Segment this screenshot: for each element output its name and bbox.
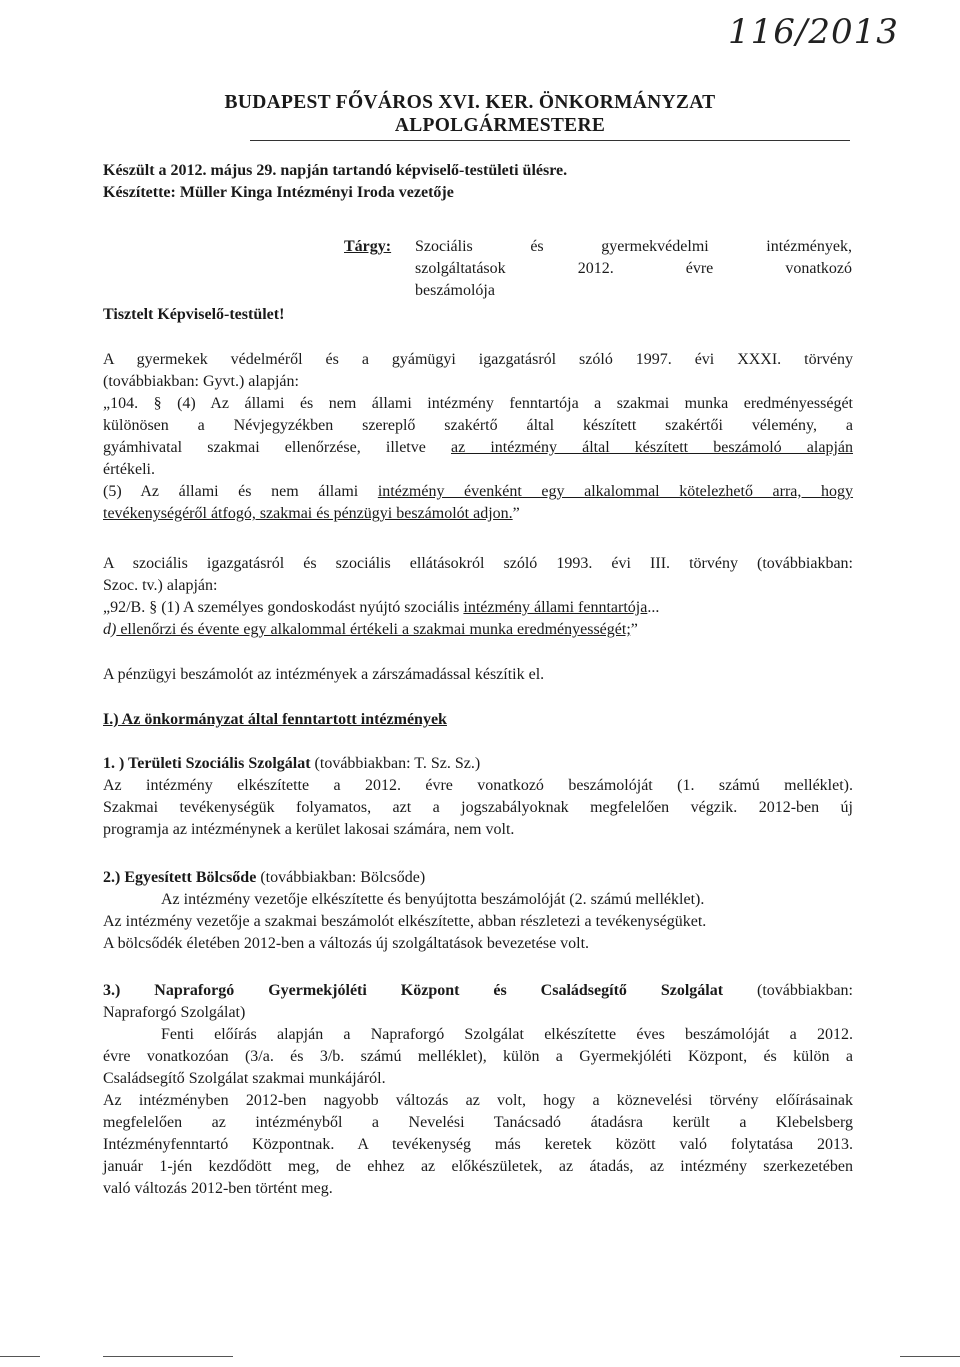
author-line: Készítette: Müller Kinga Intézményi Iroda vezetője	[103, 184, 454, 201]
header-rule	[250, 140, 850, 141]
section-3-line-3: évre vonatkozóan (3/a. és 3/b. számú melléklet), külön a Gyermekjóléti Központ, és külön a	[103, 1048, 853, 1065]
subject-line-1: Szociális és gyermekvédelmi intézmények,	[415, 238, 852, 255]
law2-line-1: A szociális igazgatásról és szociális ellátásokról szóló 1993. évi III. törvény (továbbiakban:	[103, 555, 853, 572]
law1-quote-1: „104. § (4) Az állami és nem állami intézmény fenntartója a szakmai munka eredményességét	[103, 395, 853, 412]
law1-line-2: (továbbiakban: Gyvt.) alapján:	[103, 373, 299, 390]
subject-line-3: beszámolója	[415, 282, 495, 299]
section-1-line-2: Szakmai tevékenységük folyamatos, azt a jogszabályoknak megfelelően végzik. 2012-ben új	[103, 799, 853, 816]
handwritten-file-number: 116/2013	[728, 12, 899, 52]
section-2-line-2: Az intézmény vezetője a szakmai beszámolót elkészítette, abban részletezi a tevékenységüket.	[103, 913, 707, 930]
header-line-1: BUDAPEST FŐVÁROS XVI. KER. ÖNKORMÁNYZAT	[224, 92, 716, 113]
section-3-line-7: Intézményfenntartó Központnak. A tevékenység más keretek között való folytatása 2013.	[103, 1136, 853, 1153]
financial-note: A pénzügyi beszámolót az intézmények a zárszámadással készítik el.	[103, 666, 545, 683]
scan-edge-mark-left	[0, 1356, 40, 1357]
section-3-line-5: Az intézményben 2012-ben nagyobb változás az volt, hogy a köznevelési törvény előírásainak	[103, 1092, 853, 1109]
law1-quote-4: értékeli.	[103, 461, 155, 478]
scan-edge-mark-right	[900, 1356, 960, 1357]
salutation: Tisztelt Képviselő-testület!	[103, 306, 285, 323]
section-3-line-2: Fenti előírás alapján a Napraforgó Szolgálat elkészítette éves beszámolóját a 2012.	[161, 1026, 853, 1043]
section-3-line-4: Családsegítő Szolgálat szakmai munkájáról.	[103, 1070, 386, 1087]
section-1-line-1: Az intézmény elkészítette a 2012. évre vonatkozó beszámolóját (1. számú melléklet).	[103, 777, 853, 794]
section-2-title: 2.) Egyesített Bölcsőde (továbbiakban: Bölcsőde)	[103, 869, 426, 886]
law1-quote-6: tevékenységéről átfogó, szakmai és pénzügyi beszámolót adjon.”	[103, 505, 520, 522]
section-2-line-1: Az intézmény vezetője elkészítette és benyújtotta beszámolóját (2. számú melléklet).	[161, 891, 705, 908]
law2-quote-2: d) ellenőrzi és évente egy alkalommal értékeli a szakmai munka eredményességét;”	[103, 621, 638, 638]
law1-quote-3: gyámhivatal szakmai ellenőrzése, illetve az intézmény által készített beszámoló alapján	[103, 439, 853, 456]
law2-quote-1: „92/B. § (1) A személyes gondoskodást nyújtó szociális intézmény állami fenntartója...	[103, 599, 660, 616]
header-line-2: ALPOLGÁRMESTERE	[394, 115, 606, 136]
law1-quote-2: különösen a Névjegyzékben szereplő szakértő által készített szakértői vélemény, a	[103, 417, 853, 434]
section-3-line-1: Napraforgó Szolgálat)	[103, 1004, 246, 1021]
section-title: I.) Az önkormányzat által fenntartott intézmények	[103, 711, 447, 728]
subject-line-2: szolgáltatások 2012. évre vonatkozó	[415, 260, 852, 277]
law2-line-2: Szoc. tv.) alapján:	[103, 577, 218, 594]
section-3-line-8: január 1-jén kezdődött meg, de ehhez az előkészületek, az átadás, az intézmény szerkezetében	[103, 1158, 853, 1175]
section-3-line-6: megfelelően az intézményből a Nevelési Tanácsadó átadásra került a Klebelsberg	[103, 1114, 853, 1131]
scan-edge-mark-middle	[103, 1356, 233, 1357]
law1-line-1: A gyermekek védelméről és a gyámügyi igazgatásról szóló 1997. évi XXXI. törvény	[103, 351, 853, 368]
section-2-line-3: A bölcsődék életében 2012-ben a változás új szolgáltatások bevezetése volt.	[103, 935, 590, 952]
section-1-line-3: programja az intézménynek a kerület lakosai számára, nem volt.	[103, 821, 515, 838]
section-1-title: 1. ) Területi Szociális Szolgálat (továbbiakban: T. Sz. Sz.)	[103, 755, 481, 772]
law1-quote-5: (5) Az állami és nem állami intézmény évenként egy alkalommal kötelezhető arra, hogy	[103, 483, 854, 500]
prepared-line: Készült a 2012. május 29. napján tartandó képviselő-testületi ülésre.	[103, 162, 568, 179]
section-3-title: 3.) Napraforgó Gyermekjóléti Központ és Családsegítő Szolgálat (továbbiakban:	[103, 982, 853, 999]
subject-label: Tárgy:	[344, 238, 392, 255]
section-3-line-9: való változás 2012-ben történt meg.	[103, 1180, 333, 1197]
